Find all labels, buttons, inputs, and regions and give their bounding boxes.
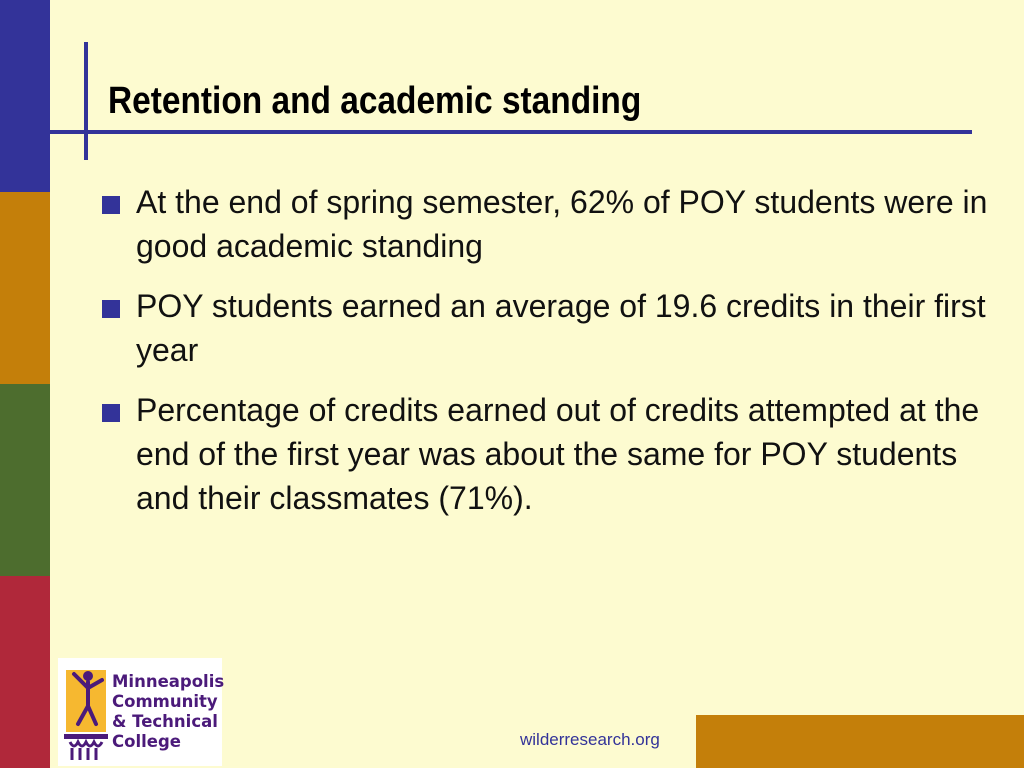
logo-line: & Technical: [112, 712, 218, 731]
bullet-item: [100, 388, 1000, 520]
square-bullet-icon: [102, 404, 120, 422]
square-bullet-icon: [102, 196, 120, 214]
logo-line: College: [112, 732, 181, 751]
column-figure-icon: [62, 662, 112, 762]
footer-bar: [696, 715, 1024, 768]
bullet-item: [100, 284, 1000, 372]
footer-url: wilderresearch.org: [520, 730, 660, 749]
bullet-text: At the end of spring semester, 62% of POY students were in good academic standing: [136, 184, 988, 264]
left-stripe-orange: [0, 192, 50, 384]
bullet-text: Percentage of credits earned out of credits attempted at the end of the first year was about the same for POY students and their classmates (71%).: [136, 392, 980, 516]
left-stripe-blue: [0, 0, 50, 192]
left-stripe-red: [0, 576, 50, 768]
logo-line: Minneapolis: [112, 672, 225, 691]
slide-title: Retention and academic standing: [108, 80, 642, 122]
logo-line: Community: [112, 692, 218, 711]
title-horizontal-rule: [50, 130, 972, 134]
title-vertical-rule: [84, 42, 88, 160]
college-logo: [58, 658, 225, 766]
left-stripe-green: [0, 384, 50, 576]
bullet-item: [100, 180, 1000, 268]
square-bullet-icon: [102, 300, 120, 318]
bullet-list: [100, 180, 1000, 536]
bullet-text: POY students earned an average of 19.6 credits in their first year: [136, 288, 986, 368]
logo-wordmark: [112, 672, 224, 752]
